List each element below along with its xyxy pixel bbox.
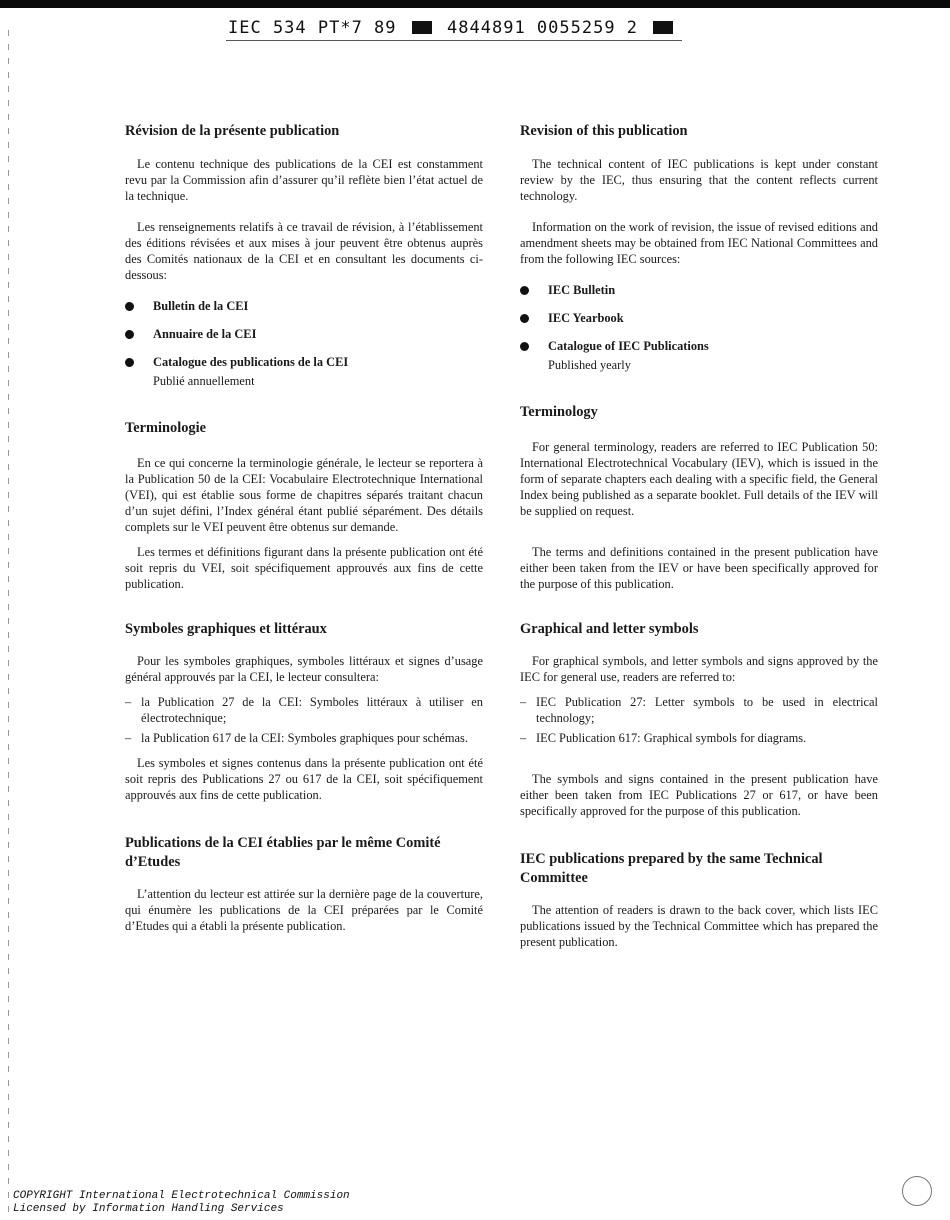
bullet-item: Annuaire de la CEI	[125, 326, 483, 342]
paragraph: The technical content of IEC publications is kept under constant review by the IEC, thus ensuring that the content reflects current technology.	[520, 157, 878, 203]
document-code-header	[228, 18, 682, 38]
bullet-item: Bulletin de la CEI	[125, 298, 483, 314]
paragraph: The terms and definitions contained in the present publication have either been taken from the IEV or have been specifically approved for the purpose of this publication.	[520, 545, 878, 591]
bullet-item: Catalogue of IEC Publications	[520, 338, 878, 354]
footer-line: COPYRIGHT International Electrotechnical Commission	[13, 1190, 350, 1202]
copyright-footer	[13, 1190, 350, 1216]
paragraph: For graphical symbols, and letter symbols and signs approved by the IEC for general use, readers are referred to:	[520, 654, 878, 684]
black-block-marker	[653, 21, 673, 34]
dash-item: – la Publication 617 de la CEI: Symboles graphiques pour schémas.	[125, 730, 483, 746]
paragraph: The attention of readers is drawn to the back cover, which lists IEC publications issued by the Technical Committee which has prepared the present publication.	[520, 903, 878, 949]
paragraph: Le contenu technique des publications de la CEI est constamment revu par la Commission afin d’assurer qu’il reflète bien l’état actuel de la technique.	[125, 157, 483, 203]
scan-edge-line	[8, 30, 9, 1220]
paragraph: Les symboles et signes contenus dans la présente publication ont été soit repris des Publications 27 ou 617 de la CEI, soit spécifiquement approuvés aux fins de cette publication.	[125, 756, 483, 802]
black-block-marker	[412, 21, 432, 34]
paragraph: Pour les symboles graphiques, symboles littéraux et signes d’usage général approuvés par la CEI, le lecteur consultera:	[125, 654, 483, 684]
french-column	[125, 122, 483, 934]
section-title: Terminology	[520, 404, 598, 420]
section-title: Symboles graphiques et littéraux	[125, 621, 327, 637]
corner-circle-mark	[902, 1176, 932, 1206]
code-right: 4844891 0055259 2	[447, 18, 639, 38]
paragraph: En ce qui concerne la terminologie générale, le lecteur se reportera à la Publication 50 de la CEI: Vocabulaire Electrotechnique International (VEI), qui est établie sous forme de chapitres séparés traitant chacun d’un sujet défini, l’Index général étant publié séparément. Des détails complets sur le VEI peuvent être obtenus sur demande.	[125, 456, 483, 534]
bullet-item: Catalogue des publications de la CEI	[125, 354, 483, 370]
section-title: Terminologie	[125, 420, 207, 436]
bullet-item: IEC Yearbook	[520, 310, 878, 326]
section-title: Revision of this publication	[520, 123, 688, 139]
header-rule	[226, 40, 682, 41]
section-title: Publications de la CEI établies par le même Comité d’Etudes	[125, 835, 441, 870]
section-title: Révision de la présente publication	[125, 123, 340, 139]
dash-item: – IEC Publication 27: Letter symbols to be used in electrical technology;	[520, 694, 878, 726]
top-black-bar	[0, 0, 950, 8]
dash-item: – IEC Publication 617: Graphical symbols for diagrams.	[520, 730, 878, 746]
paragraph: Information on the work of revision, the issue of revised editions and amendment sheets may be obtained from IEC National Committees and from the following IEC sources:	[520, 220, 878, 266]
paragraph: For general terminology, readers are referred to IEC Publication 50: International Electrotechnical Vocabulary (IEV), which is issued in the form of separate chapters each dealing with a specific field, the General Index being published as a separate booklet. Full details of the IEV will be supplied on request.	[520, 440, 878, 518]
section-title: IEC publications prepared by the same Technical Committee	[520, 851, 823, 886]
code-left: IEC 534 PT*7 89	[228, 18, 397, 38]
dash-item: – la Publication 27 de la CEI: Symboles littéraux à utiliser en électrotechnique;	[125, 694, 483, 726]
paragraph: L’attention du lecteur est attirée sur la dernière page de la couverture, qui énumère les publications de la CEI préparées par le Comité d’Etudes qui a établi la présente publication.	[125, 887, 483, 933]
bullet-item: IEC Bulletin	[520, 282, 878, 298]
paragraph: Les termes et définitions figurant dans la présente publication ont été soit repris du VEI, soit spécifiquement approuvés aux fins de cette publication.	[125, 545, 483, 591]
footer-line: Licensed by Information Handling Services	[13, 1203, 284, 1215]
bullet-subtext: Published yearly	[548, 358, 631, 372]
paragraph: Les renseignements relatifs à ce travail de révision, à l’établissement des éditions révisées et aux mises à jour peuvent être obtenus auprès des Comités nationaux de la CEI et en consultant les documents ci-dessous:	[125, 220, 483, 282]
paragraph: The symbols and signs contained in the present publication have either been taken from IEC Publications 27 or 617, or have been specifically approved for the purpose of this publication.	[520, 772, 878, 818]
bullet-subtext: Publié annuellement	[153, 374, 255, 388]
english-column	[520, 122, 878, 950]
section-title: Graphical and letter symbols	[520, 621, 699, 637]
